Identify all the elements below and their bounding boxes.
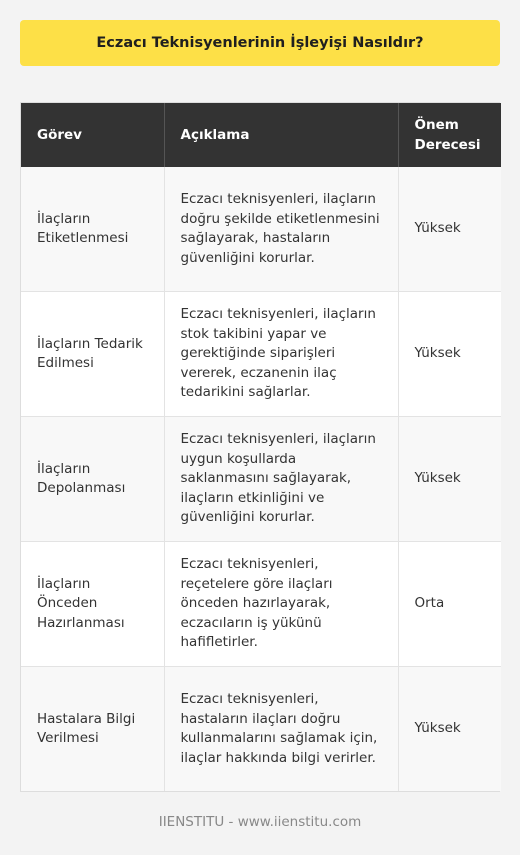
task-cell: İlaçların Tedarik Edilmesi: [21, 292, 164, 417]
task-cell: İlaçların Etiketlenmesi: [21, 167, 164, 292]
importance-cell: Yüksek: [398, 667, 501, 792]
table-row: [21, 417, 501, 542]
description-cell: Eczacı teknisyenleri, ilaçların doğru şekilde etiketlenmesini sağlayarak, hastaların güvenliğini korurlar.: [164, 167, 398, 292]
task-cell: İlaçların Depolanması: [21, 417, 164, 542]
table-row: [21, 167, 501, 292]
table-row: [21, 542, 501, 667]
tasks-table: [20, 102, 500, 792]
column-header-importance: Önem Derecesi: [398, 103, 501, 167]
description-cell: Eczacı teknisyenleri, ilaçların stok takibini yapar ve gerektiğinde siparişleri vererek, eczanenin ilaç tedarikini sağlarlar.: [164, 292, 398, 417]
table-row: [21, 667, 501, 792]
importance-cell: Yüksek: [398, 167, 501, 292]
table-header-row: [21, 103, 501, 167]
description-cell: Eczacı teknisyenleri, hastaların ilaçları doğru kullanmalarını sağlamak için, ilaçlar hakkında bilgi verirler.: [164, 667, 398, 792]
title-banner: [20, 20, 500, 66]
importance-cell: Orta: [398, 542, 501, 667]
description-cell: Eczacı teknisyenleri, reçetelere göre ilaçları önceden hazırlayarak, eczacıların iş yükünü hafifletirler.: [164, 542, 398, 667]
column-header-description: Açıklama: [164, 103, 398, 167]
column-header-task: Görev: [21, 103, 164, 167]
task-cell: İlaçların Önceden Hazırlanması: [21, 542, 164, 667]
table-row: [21, 292, 501, 417]
footer-credit: IIENSTITU - www.iienstitu.com: [158, 814, 362, 830]
importance-cell: Yüksek: [398, 417, 501, 542]
page-title: Eczacı Teknisyenlerinin İşleyişi Nasıldır?: [96, 35, 424, 51]
importance-cell: Yüksek: [398, 292, 501, 417]
description-cell: Eczacı teknisyenleri, ilaçların uygun koşullarda saklanmasını sağlayarak, ilaçların etkinliğini ve güvenliğini korurlar.: [164, 417, 398, 542]
task-cell: Hastalara Bilgi Verilmesi: [21, 667, 164, 792]
